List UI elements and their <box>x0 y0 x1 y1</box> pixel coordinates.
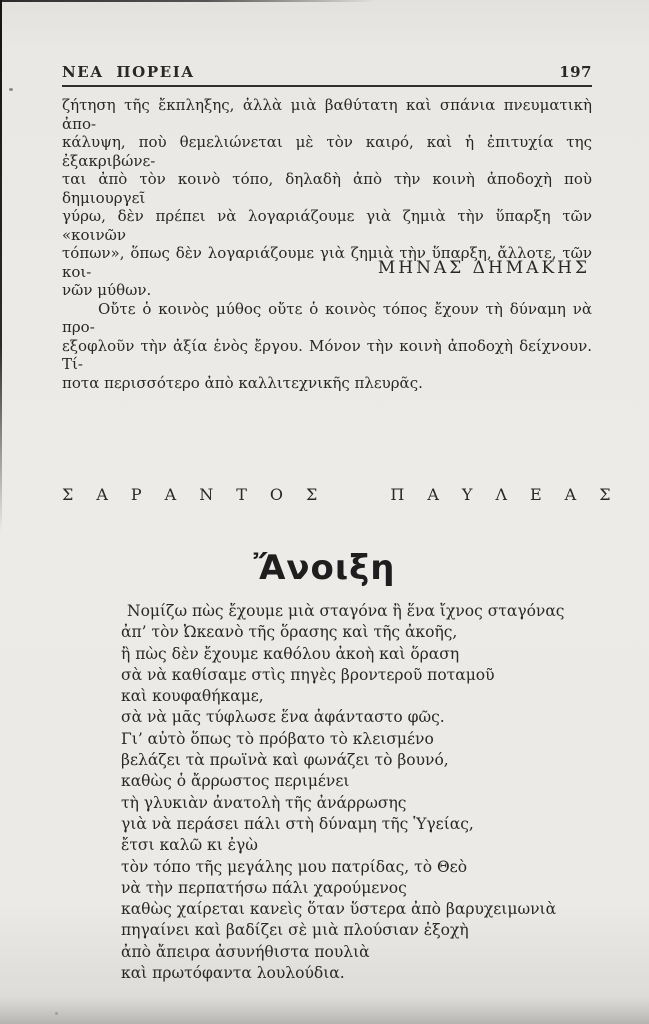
poem-line: καὶ κουφαθήκαμε, <box>121 687 264 706</box>
header-rule <box>62 85 592 87</box>
paragraph-line: ται ἀπὸ τὸν κοινὸ τόπο, δηλαδὴ ἀπὸ τὴν κοινὴ ἀποδοχὴ ποὺ δημιουργεῖ <box>62 170 592 207</box>
poem-text <box>121 601 601 984</box>
poem-line: καθὼς χαίρεται κανεὶς ὅταν ὕστερα ἀπὸ βαρυχειμωνιὰ <box>121 900 557 919</box>
poem-line: νὰ τὴν περπατήσω πάλι χαρούμενος <box>121 878 407 897</box>
scan-edge-left-artifact <box>0 0 2 532</box>
poem-title: Ἄνοιξη <box>253 548 396 588</box>
poem-line: βελάζει τὰ πρωϊνὰ καὶ φωνάζει τὸ βουνό, <box>121 751 449 770</box>
poem-line: ἀπ’ τὸν Ὠκεανὸ τῆς ὅρασης καὶ τῆς ἀκοῆς, <box>121 623 458 642</box>
article-author-signature: ΜΗΝΑΣ ΔΗΜΑΚΗΣ <box>377 258 590 278</box>
poem-line: ἢ πὼς δὲν ἔχουμε καθόλου ἀκοὴ καὶ ὅραση <box>121 644 460 663</box>
poem-line: τὸν τόπο τῆς μεγάλης μου πατρίδας, τὸ Θεὸ <box>121 857 468 876</box>
paragraph-line: γύρω, δὲν πρέπει νὰ λογαριάζουμε γιὰ ζημιὰ τὴν ὕπαρξη τῶν «κοινῶν <box>62 207 592 244</box>
page-number: 197 <box>559 63 592 81</box>
scan-speck <box>55 1012 58 1015</box>
poem-line: τὴ γλυκιὰν ἀνατολὴ τῆς ἀνάρρωσης <box>121 793 407 812</box>
journal-title: ΝΕΑ ΠΟΡΕΙΑ <box>62 63 195 81</box>
paragraph-line: κάλυψη, ποὺ θεμελιώνεται μὲ τὸν καιρό, καὶ ἡ ἐπιτυχία της ἐξακριβώνε- <box>62 133 592 170</box>
poem-line: πηγαίνει καὶ βαδίζει σὲ μιὰ πλούσιαν ἐξοχὴ <box>121 921 469 940</box>
paragraph-line: νῶν μύθων. <box>62 281 152 299</box>
poem-line: Νομίζω πὼς ἔχουμε μιὰ σταγόνα ἢ ἕνα ἴχνος σταγόνας <box>127 602 565 620</box>
poem-line: ἔτσι καλῶ κι ἐγὼ <box>121 836 258 855</box>
poem-line: σὰ νὰ μᾶς τύφλωσε ἕνα ἀφάνταστο φῶς. <box>121 708 445 727</box>
poem-line: γιὰ νὰ περάσει πάλι στὴ δύναμη τῆς Ὑγείας, <box>121 814 474 833</box>
scan-edge-top-artifact <box>0 0 376 2</box>
paragraph-line: ζήτηση τῆς ἔκπληξης, ἀλλὰ μιὰ βαθύτατη καὶ σπάνια πνευματικὴ ἀπο- <box>62 96 592 133</box>
poem-line: Γι’ αὐτὸ ὅπως τὸ πρόβατο τὸ κλεισμένο <box>121 729 434 748</box>
paragraph-line: τόπων», ὅπως δὲν λογαριάζουμε γιὰ ζημιὰ τὴν ὕπαρξη, ἄλλοτε, τῶν κοι- <box>62 244 592 281</box>
article-body <box>62 96 592 392</box>
paragraph-line: εξοφλοῦν τὴν ἀξία ἑνὸς ἔργου. Μόνον τὴν κοινὴ ἀποδοχὴ δείχνουν. Τί- <box>62 336 592 373</box>
scan-shadow-bottom <box>0 998 649 1024</box>
poem-line: καὶ πρωτόφαντα λουλούδια. <box>121 964 345 983</box>
paragraph-line: ποτα περισσότερο ἀπὸ καλλιτεχνικῆς πλευρᾶς. <box>62 373 423 392</box>
scan-speck <box>9 88 13 91</box>
poem-author-name: ΣΑΡΑΝΤΟΣ ΠΑΥΛΕΑΣ <box>62 485 634 504</box>
running-header <box>62 63 592 81</box>
poem-line: ἀπὸ ἄπειρα ἀσυνήθιστα πουλιὰ <box>121 942 370 961</box>
paragraph-line: Οὔτε ὁ κοινὸς μύθος οὔτε ὁ κοινὸς τόπος ἔχουν τὴ δύναμη νὰ προ- <box>62 299 592 336</box>
poem-line: σὰ νὰ καθίσαμε στὶς πηγὲς βροντεροῦ ποταμοῦ <box>121 665 495 684</box>
poem-line: καθὼς ὁ ἄρρωστος περιμένει <box>121 772 350 791</box>
article-paragraph-2 <box>62 300 592 393</box>
